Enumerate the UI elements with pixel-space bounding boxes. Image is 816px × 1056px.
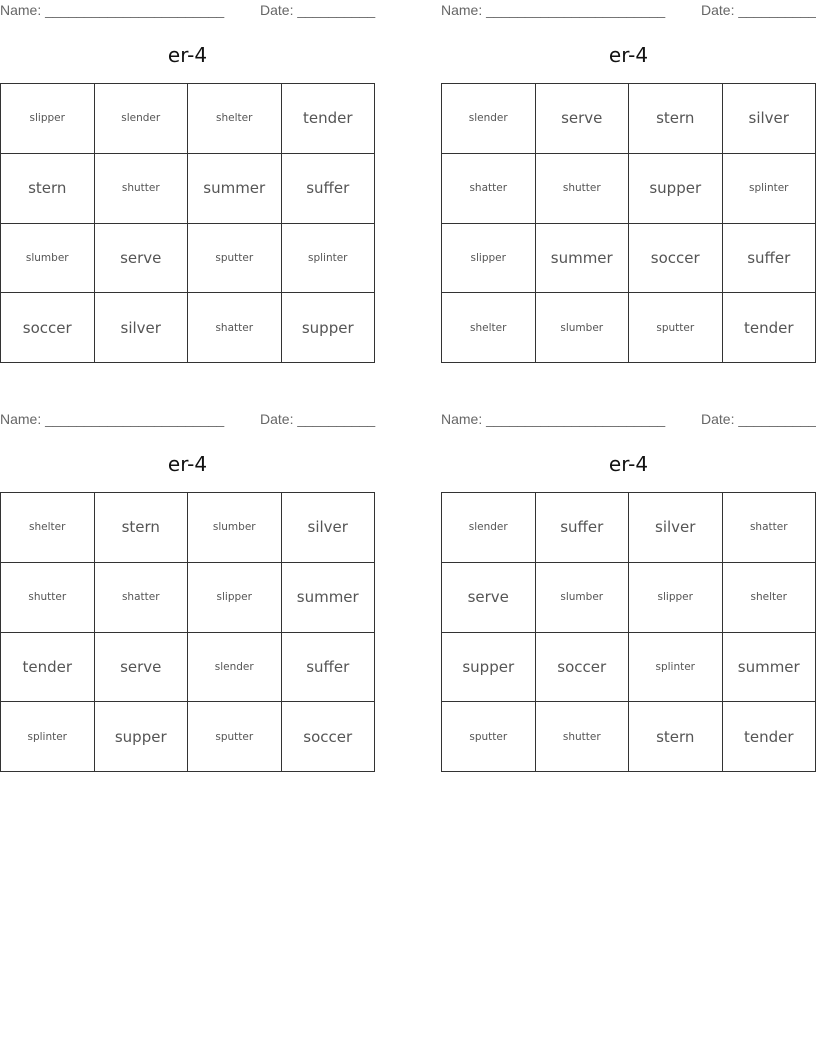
bingo-grid (441, 492, 816, 772)
grid-cell: silver (282, 493, 376, 563)
grid-cell: splinter (629, 633, 723, 703)
name-field: Name: _______________________ (441, 411, 666, 427)
grid-cell: slender (95, 84, 189, 154)
grid-cell: supper (442, 633, 536, 703)
card-title: er-4 (608, 452, 649, 476)
grid-cell: summer (188, 154, 282, 224)
date-field: Date: __________ (701, 411, 816, 427)
grid-cell: soccer (629, 224, 723, 294)
grid-cell: splinter (723, 154, 816, 224)
card-title: er-4 (167, 452, 208, 476)
bingo-card-4 (441, 409, 816, 784)
grid-cell: silver (723, 84, 816, 154)
grid-cell: slumber (536, 293, 630, 363)
grid-cell: sputter (442, 702, 536, 772)
grid-cell: supper (282, 293, 376, 363)
card-header (0, 411, 375, 429)
name-field: Name: _______________________ (0, 411, 225, 427)
grid-cell: shutter (95, 154, 189, 224)
grid-cell: shatter (442, 154, 536, 224)
grid-cell: slender (188, 633, 282, 703)
grid-cell: stern (95, 493, 189, 563)
grid-cell: shutter (536, 702, 630, 772)
grid-cell: summer (723, 633, 816, 703)
grid-cell: silver (629, 493, 723, 563)
card-title: er-4 (608, 43, 649, 67)
grid-cell: shatter (95, 563, 189, 633)
grid-cell: slipper (188, 563, 282, 633)
grid-cell: soccer (1, 293, 95, 363)
grid-cell: tender (723, 293, 816, 363)
grid-cell: slipper (442, 224, 536, 294)
card-header (441, 2, 816, 20)
grid-cell: shutter (536, 154, 630, 224)
bingo-card-1 (0, 0, 375, 375)
grid-cell: slumber (536, 563, 630, 633)
grid-cell: shatter (723, 493, 816, 563)
grid-cell: tender (723, 702, 816, 772)
grid-cell: slender (442, 84, 536, 154)
bingo-card-3 (0, 409, 375, 784)
grid-cell: stern (1, 154, 95, 224)
grid-cell: sputter (188, 224, 282, 294)
name-field: Name: _______________________ (441, 2, 666, 18)
card-title: er-4 (167, 43, 208, 67)
grid-cell: sputter (629, 293, 723, 363)
grid-cell: serve (95, 633, 189, 703)
date-field: Date: __________ (260, 411, 376, 427)
grid-cell: suffer (536, 493, 630, 563)
grid-cell: shutter (1, 563, 95, 633)
grid-cell: suffer (723, 224, 816, 294)
grid-cell: stern (629, 84, 723, 154)
name-field: Name: _______________________ (0, 2, 225, 18)
grid-cell: splinter (282, 224, 376, 294)
grid-cell: soccer (282, 702, 376, 772)
grid-cell: slipper (629, 563, 723, 633)
grid-cell: stern (629, 702, 723, 772)
grid-cell: slender (442, 493, 536, 563)
bingo-card-2 (441, 0, 816, 375)
grid-cell: suffer (282, 633, 376, 703)
grid-cell: sputter (188, 702, 282, 772)
bingo-grid (0, 492, 375, 772)
grid-cell: shelter (723, 563, 816, 633)
date-field: Date: __________ (701, 2, 816, 18)
grid-cell: serve (95, 224, 189, 294)
grid-cell: shelter (188, 84, 282, 154)
grid-cell: suffer (282, 154, 376, 224)
date-field: Date: __________ (260, 2, 376, 18)
grid-cell: tender (1, 633, 95, 703)
grid-cell: slumber (188, 493, 282, 563)
grid-cell: serve (442, 563, 536, 633)
bingo-grid (441, 83, 816, 363)
grid-cell: serve (536, 84, 630, 154)
card-header (0, 2, 375, 20)
grid-cell: supper (95, 702, 189, 772)
grid-cell: slumber (1, 224, 95, 294)
grid-cell: slipper (1, 84, 95, 154)
grid-cell: shatter (188, 293, 282, 363)
grid-cell: summer (536, 224, 630, 294)
grid-cell: splinter (1, 702, 95, 772)
grid-cell: shelter (1, 493, 95, 563)
grid-cell: summer (282, 563, 376, 633)
grid-cell: supper (629, 154, 723, 224)
card-header (441, 411, 816, 429)
grid-cell: soccer (536, 633, 630, 703)
grid-cell: tender (282, 84, 376, 154)
bingo-grid (0, 83, 375, 363)
grid-cell: silver (95, 293, 189, 363)
grid-cell: shelter (442, 293, 536, 363)
